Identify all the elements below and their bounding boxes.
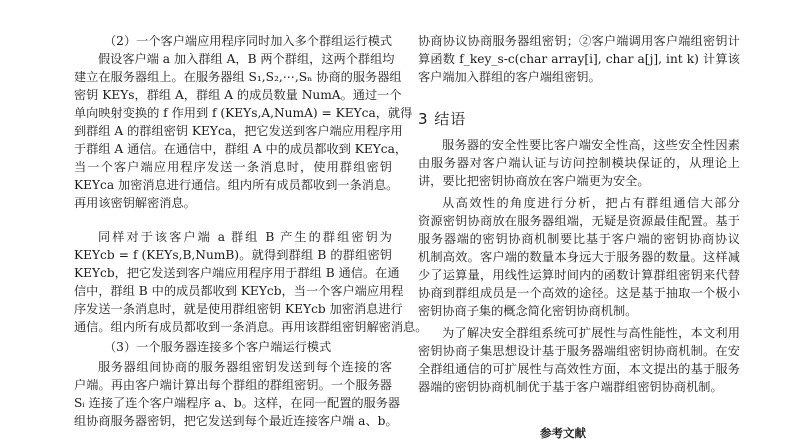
paragraph-line: 于群组 A 通信。在通信中，群组 A 中的成员都收到 KEYca， <box>74 142 408 156</box>
paragraph-line: 到群组 A 的群组密钥 KEYca，把它发送到客户端应用程序用 <box>74 124 403 138</box>
paragraph-line: 协商到群组成员是一个高效的途径。这是基于抽取一个极小 <box>418 286 740 300</box>
paragraph-line: 协商协议协商服务器组密钥；②客户端调用客户端组密钥计 <box>418 34 740 48</box>
paragraph-line: 序发送一条消息时，就是使用群组密钥 KEYcb 加密消息进行 <box>74 302 403 316</box>
paragraph-line: 客户端加入群组的客户端组密钥。 <box>418 70 601 84</box>
paragraph-line: 少了运算量，用线性运算时间内的函数计算群组密钥来代替 <box>418 268 740 282</box>
paragraph-line: 为了解决安全群组系统可扩展性与高性能性，本文利用 <box>442 326 740 340</box>
paragraph-line: 资源密钥协商放在服务器组端，无疑是资源最佳配置。基于 <box>418 214 740 228</box>
paragraph-line: 由服务器对客户端认证与访问控制模块保证的，从理论上 <box>418 156 740 170</box>
paragraph-line: 密钥 KEYs，群组 A，群组 A 的成员数量 NumA。通过一个 <box>74 88 402 102</box>
paragraph-line: 再用该密钥解密消息。 <box>74 196 196 210</box>
paragraph-line: 户端。再由客户端计算出每个群组的群组密钥。一个服务器 <box>74 378 392 392</box>
paragraph-line: 从高效性的角度进行分析，把占有群组通信大部分 <box>442 196 740 210</box>
subsection-heading-3: （3）一个服务器连接多个客户端运行模式 <box>104 340 332 354</box>
paragraph-line: KEYcb，把它发送到客户端应用程序用于群组 B 通信。在通 <box>74 266 400 280</box>
paragraph-line: 信中，群组 B 中的成员都收到 KEYcb，当一个客户端应用程 <box>74 284 404 298</box>
paragraph-line: 算函数 f_key_s-c(char array[i], char a[j], int k) 计算该 <box>418 52 740 66</box>
paragraph-line: 讲，要比把密钥协商放在客户端更为安全。 <box>418 174 650 188</box>
paragraph-line: 全群组通信的可扩展性与高效性方面，本文提出的基于服务 <box>418 362 740 376</box>
paragraph-line: 机制高效。客户端的数量本身远大于服务器的数量。这样减 <box>418 250 740 264</box>
paragraph-line: 同样对于该客户端 a 群组 B 产生的群组密钥为 <box>98 230 392 244</box>
paragraph-line: 服务器组间协商的服务器组密钥发送到每个连接的客 <box>98 360 392 374</box>
subsection-heading-2: （2）一个客户端应用程序同时加入多个群组运行模式 <box>104 34 393 48</box>
paragraph-line: 密钥协商子集思想设计基于服务器端组密钥协商机制。在安 <box>418 344 740 358</box>
paragraph-line: KEYca 加密消息进行通信。组内所有成员都收到一条消息。 <box>74 178 399 192</box>
paragraph-line: 通信。组内所有成员都收到一条消息。再用该群组密钥解密消息。 <box>74 320 428 334</box>
paragraph-line: 单向映射变换的 f 作用到 f (KEYs,A,NumA) = KEYca，就得 <box>74 106 413 120</box>
paragraph-line: 密钥协商子集的概念简化密钥协商机制。 <box>418 304 638 318</box>
paragraph-line: 组协商服务器密钥，把它发送到每个最近连接客户端 a、b。 <box>74 414 398 428</box>
section-title-conclusion: 3 结语 <box>418 110 467 128</box>
paragraph-line: 当一个客户端应用程序发送一条消息时，使用群组密钥 <box>74 160 392 174</box>
paragraph-line: KEYcb = f (KEYs,B,NumB)。就得到群组 B 的群组密钥 <box>74 248 392 262</box>
paragraph-line: 假设客户端 a 加入群组 A，B 两个群组，这两个群组均 <box>98 52 395 66</box>
references-title: 参考文献 <box>540 426 586 440</box>
paragraph-line: 服务器端的密钥协商机制要比基于客户端的密钥协商协议 <box>418 232 740 246</box>
paragraph-line: 建立在服务器组上。在服务器组 S₁,S₂,⋯,Sₙ 协商的服务器组 <box>74 70 402 84</box>
paragraph-line: 器端的密钥协商机制优于基于客户端群组密钥协商机制。 <box>418 380 723 394</box>
paragraph-line: Sᵢ 连接了连个客户端程序 a、b。这样，在同一配置的服务器 <box>74 396 401 410</box>
paragraph-line: 服务器的安全性要比客户端安全性高，这些安全性因素 <box>442 138 740 152</box>
